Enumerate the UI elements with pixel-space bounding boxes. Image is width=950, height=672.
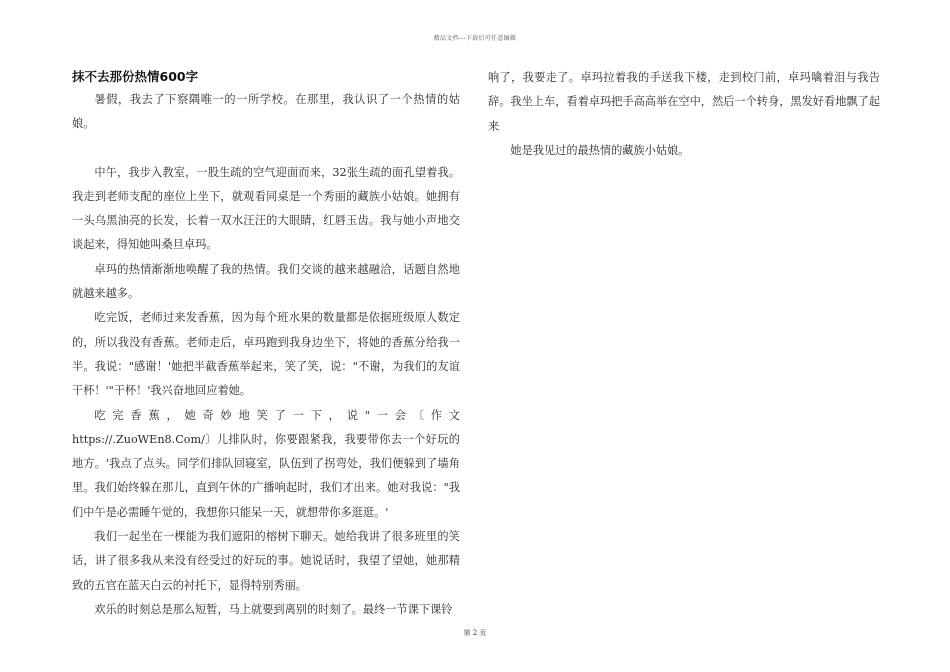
page-number: 第 2 页 bbox=[463, 629, 487, 637]
essay-title: 抹不去那份热情600字 bbox=[72, 69, 199, 84]
paragraph: 吃完饭，老师过来发香蕉，因为每个班水果的数量都是依据班级原人数定的，所以我没有香蕉。老师走后，卓玛跑到我身边坐下，将她的香蕉分给我一半。我说："感谢！'她把半截香蕉举起来，笑了笑，说："不谢，为我们的友谊干杯！'"干杯！'我兴奋地回应着她。 bbox=[72, 311, 460, 398]
paragraph: 她是我见过的最热情的藏族小姑娘。 bbox=[510, 143, 690, 157]
paragraph: 卓玛的热情渐渐地唤醒了我的热情。我们交谈的越来越融洽，话题自然地就越来越多。 bbox=[72, 262, 460, 301]
right-column bbox=[488, 66, 880, 163]
paragraph-continued: 响了，我要走了。卓玛拉着我的手送我下楼，走到校门前，卓玛噙着泪与我告辞。我坐上车，看着卓玛把手高高举在空中，然后一个转身，黑发好看地飘了起来 bbox=[488, 71, 880, 133]
paragraph: 中午，我步入教室，一股生疏的空气迎面而来，32张生疏的面孔望着我。我走到老师支配的座位上坐下，就观看同桌是一个秀丽的藏族小姑娘。她拥有一头乌黑油亮的长发，长着一双水汪汪的大眼睛，红唇玉齿。我与她小声地交谈起来，得知她叫桑旦卓玛。 bbox=[72, 165, 460, 252]
paragraph: 欢乐的时刻总是那么短暂，马上就要到离别的时刻了。最终一节课下课铃 bbox=[94, 602, 453, 616]
blank-line bbox=[72, 137, 460, 161]
paragraph: 我们一起坐在一棵能为我们遮阳的榕树下聊天。她给我讲了很多班里的笑话，讲了很多我从来没有经受过的好玩的事。她说话时，我望了望她，她那精致的五官在蓝天白云的衬托下，显得特别秀丽。 bbox=[72, 530, 460, 592]
paragraph: 吃完香蕉，她奇妙地笑了一下，说"一会〔作文https://.ZuoWEn8.Com/〕儿排队时，你要跟紧我，我要带你去一个好玩的地方。'我点了点头。同学们排队回寝室，队伍到了拐弯处，我们便躲到了墙角里。我们始终躲在那儿，直到午休的广播响起时，我们才出来。她对我说："我们中午是必需睡午觉的，我想你只能呆一天，就想带你多逛逛。' bbox=[72, 408, 460, 519]
left-column bbox=[72, 66, 460, 622]
paragraph: 暑假，我去了下察隅唯一的一所学校。在那里，我认识了一个热情的姑娘。 bbox=[72, 93, 460, 131]
page-header: 精品文档---下载后可任意编辑 bbox=[433, 35, 517, 42]
